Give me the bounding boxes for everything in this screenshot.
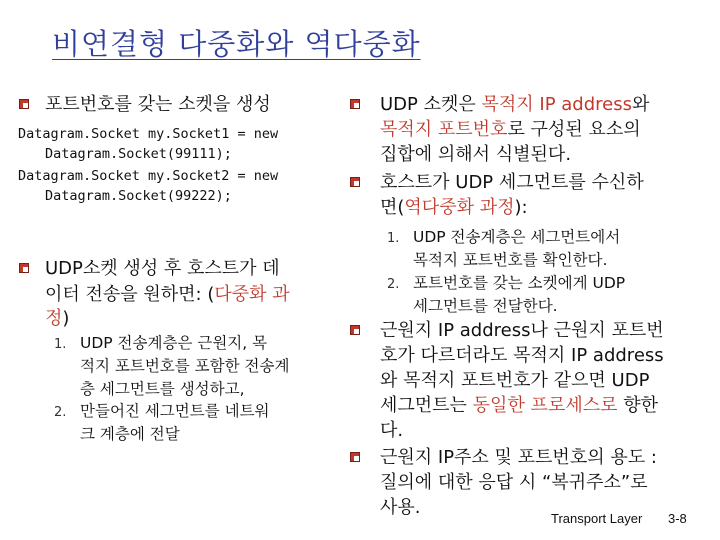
bullet-icon xyxy=(19,99,29,109)
list-number-1: 1. xyxy=(54,337,67,352)
code-line-3: Datagram.Socket my.Socket2 = new xyxy=(18,168,279,184)
left-bullet2-line2 xyxy=(45,282,290,307)
text-span: 향한 xyxy=(617,395,658,416)
text-span: UDP 소켓은 xyxy=(380,94,482,115)
highlight-multiplexing: 다중화 과 xyxy=(214,284,290,305)
footer-section: Transport Layer xyxy=(551,511,643,526)
right-sub1-line2: 목적지 포트번호를 확인한다. xyxy=(413,251,608,269)
bullet-icon xyxy=(350,452,360,462)
right-b2-line2 xyxy=(380,195,528,220)
list-number-1: 1. xyxy=(387,231,400,246)
left-bullet2-line1: UDP소켓 생성 후 호스트가 데 xyxy=(45,258,280,279)
right-b1-line1 xyxy=(380,92,649,117)
right-b4-line3: 사용. xyxy=(380,497,421,518)
right-b2-line1: 호스트가 UDP 세그먼트를 수신하 xyxy=(380,172,644,193)
code-line-4: Datagram.Socket(99222); xyxy=(45,188,232,204)
right-b3-line2: 호가 다르더라도 목적지 IP address xyxy=(380,345,664,366)
right-b1-line2 xyxy=(380,117,641,142)
right-b3-line4 xyxy=(380,393,658,418)
right-b1-line3: 집합에 의해서 식별된다. xyxy=(380,144,572,165)
right-b4-line2: 질의에 대한 응답 시 “복귀주소”로 xyxy=(380,472,648,493)
right-b3-line1: 근원지 IP address나 근원지 포트번 xyxy=(380,320,664,341)
text-span: 로 구성된 요소의 xyxy=(507,119,641,140)
right-sub2-line2: 세그먼트를 전달한다. xyxy=(413,297,558,315)
left-sub2-line1: 만들어진 세그먼트를 네트워 xyxy=(80,402,270,420)
left-sub1-line2: 적지 포트번호를 포함한 전송계 xyxy=(80,357,290,375)
text-span: 세그먼트는 xyxy=(380,395,473,416)
footer-page-number: 3-8 xyxy=(668,511,687,526)
bullet-icon xyxy=(350,177,360,187)
right-b4-line1: 근원지 IP주소 및 포트번호의 용도 : xyxy=(380,447,657,468)
text-span: ): xyxy=(514,197,528,218)
right-sub1-line1: UDP 전송계층은 세그먼트에서 xyxy=(413,228,621,246)
highlight-demultiplexing: 역다중화 과정 xyxy=(404,197,515,218)
left-bullet-create-socket: 포트번호를 갖는 소켓을 생성 xyxy=(45,94,271,115)
list-number-2: 2. xyxy=(54,405,67,420)
left-bullet2-line3 xyxy=(45,306,69,331)
bullet-icon xyxy=(350,325,360,335)
left-sub1-line1: UDP 전송계층은 근원지, 목 xyxy=(80,334,268,352)
text-span: 와 xyxy=(632,94,650,115)
bullet-icon xyxy=(19,263,29,273)
left-sub1-line3: 층 세그먼트를 생성하고, xyxy=(80,380,245,398)
highlight-multiplexing-end: 정 xyxy=(45,308,63,329)
right-b3-line5: 다. xyxy=(380,420,404,441)
highlight-same-process: 동일한 프로세스로 xyxy=(472,395,618,416)
right-b3-line3: 와 목적지 포트번호가 같으면 UDP xyxy=(380,370,650,391)
list-number-2: 2. xyxy=(387,277,400,292)
highlight-dest-ip: 목적지 IP address xyxy=(481,94,632,115)
highlight-dest-port: 목적지 포트번호 xyxy=(380,119,508,140)
left-sub2-line2: 크 계층에 전달 xyxy=(80,425,180,443)
text-span: 면( xyxy=(380,197,405,218)
right-sub2-line1: 포트번호를 갖는 소켓에게 UDP xyxy=(413,274,626,292)
text-span: 이터 전송을 원하면: ( xyxy=(45,284,215,305)
text-span: ) xyxy=(62,308,70,329)
code-line-1: Datagram.Socket my.Socket1 = new xyxy=(18,126,279,142)
page-title: 비연결형 다중화와 역다중화 xyxy=(52,27,421,61)
bullet-icon xyxy=(350,99,360,109)
code-line-2: Datagram.Socket(99111); xyxy=(45,146,232,162)
